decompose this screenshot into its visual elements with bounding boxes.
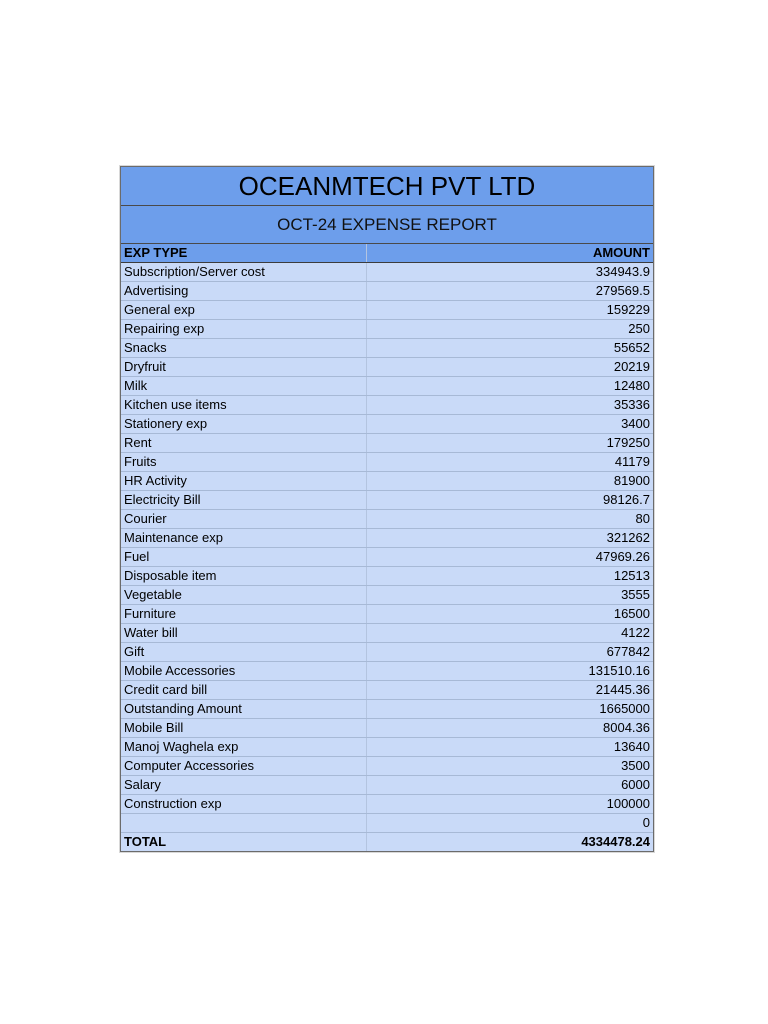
total-label: TOTAL (121, 833, 366, 852)
table-row (121, 282, 653, 301)
exp-type-cell: Fruits (121, 453, 366, 472)
table-row (121, 757, 653, 776)
exp-type-cell: Manoj Waghela exp (121, 738, 366, 757)
expense-rows (121, 263, 653, 833)
table-row (121, 434, 653, 453)
exp-type-cell: Mobile Accessories (121, 662, 366, 681)
amount-cell: 21445.36 (366, 681, 653, 700)
exp-type-cell: HR Activity (121, 472, 366, 491)
amount-cell: 3555 (366, 586, 653, 605)
exp-type-cell: Advertising (121, 282, 366, 301)
amount-cell: 0 (366, 814, 653, 833)
exp-type-cell: Dryfruit (121, 358, 366, 377)
exp-type-cell: Water bill (121, 624, 366, 643)
amount-cell: 47969.26 (366, 548, 653, 567)
exp-type-cell: Fuel (121, 548, 366, 567)
exp-type-cell: Electricity Bill (121, 491, 366, 510)
amount-cell: 35336 (366, 396, 653, 415)
exp-type-cell: Milk (121, 377, 366, 396)
table-row (121, 567, 653, 586)
column-header-amount: AMOUNT (366, 244, 653, 263)
table-row (121, 586, 653, 605)
exp-type-cell: Maintenance exp (121, 529, 366, 548)
exp-type-cell: Outstanding Amount (121, 700, 366, 719)
total-row (121, 833, 653, 852)
expense-report-sheet (120, 166, 654, 852)
exp-type-cell (121, 814, 366, 833)
table-row (121, 776, 653, 795)
amount-cell: 179250 (366, 434, 653, 453)
table-row (121, 529, 653, 548)
table-row (121, 472, 653, 491)
amount-cell: 321262 (366, 529, 653, 548)
amount-cell: 3400 (366, 415, 653, 434)
table-row (121, 396, 653, 415)
amount-cell: 12480 (366, 377, 653, 396)
amount-cell: 100000 (366, 795, 653, 814)
table-row (121, 795, 653, 814)
amount-cell: 13640 (366, 738, 653, 757)
amount-cell: 159229 (366, 301, 653, 320)
amount-cell: 98126.7 (366, 491, 653, 510)
amount-cell: 20219 (366, 358, 653, 377)
table-row (121, 605, 653, 624)
table-row (121, 301, 653, 320)
exp-type-cell: Furniture (121, 605, 366, 624)
amount-cell: 8004.36 (366, 719, 653, 738)
exp-type-cell: Subscription/Server cost (121, 263, 366, 282)
exp-type-cell: Credit card bill (121, 681, 366, 700)
amount-cell: 677842 (366, 643, 653, 662)
table-row (121, 624, 653, 643)
amount-cell: 131510.16 (366, 662, 653, 681)
expense-table (121, 244, 653, 851)
exp-type-cell: Courier (121, 510, 366, 529)
table-row (121, 738, 653, 757)
table-row (121, 814, 653, 833)
amount-cell: 12513 (366, 567, 653, 586)
table-row (121, 453, 653, 472)
company-name: OCEANMTECH PVT LTD (121, 167, 653, 206)
table-row (121, 320, 653, 339)
exp-type-cell: Rent (121, 434, 366, 453)
amount-cell: 279569.5 (366, 282, 653, 301)
exp-type-cell: Mobile Bill (121, 719, 366, 738)
report-title: OCT-24 EXPENSE REPORT (121, 206, 653, 244)
table-row (121, 377, 653, 396)
table-row (121, 510, 653, 529)
table-row (121, 415, 653, 434)
exp-type-cell: Salary (121, 776, 366, 795)
amount-cell: 3500 (366, 757, 653, 776)
total-amount: 4334478.24 (366, 833, 653, 852)
amount-cell: 334943.9 (366, 263, 653, 282)
table-row (121, 719, 653, 738)
table-row (121, 681, 653, 700)
exp-type-cell: Kitchen use items (121, 396, 366, 415)
table-row (121, 548, 653, 567)
table-row (121, 700, 653, 719)
exp-type-cell: Vegetable (121, 586, 366, 605)
exp-type-cell: Gift (121, 643, 366, 662)
amount-cell: 6000 (366, 776, 653, 795)
table-row (121, 662, 653, 681)
amount-cell: 55652 (366, 339, 653, 358)
table-row (121, 339, 653, 358)
exp-type-cell: Stationery exp (121, 415, 366, 434)
table-row (121, 643, 653, 662)
amount-cell: 16500 (366, 605, 653, 624)
column-header-exp-type: EXP TYPE (121, 244, 366, 263)
amount-cell: 80 (366, 510, 653, 529)
exp-type-cell: Snacks (121, 339, 366, 358)
table-row (121, 263, 653, 282)
header-row (121, 244, 653, 263)
amount-cell: 4122 (366, 624, 653, 643)
table-row (121, 491, 653, 510)
exp-type-cell: Construction exp (121, 795, 366, 814)
exp-type-cell: Disposable item (121, 567, 366, 586)
exp-type-cell: Computer Accessories (121, 757, 366, 776)
table-row (121, 358, 653, 377)
amount-cell: 250 (366, 320, 653, 339)
amount-cell: 1665000 (366, 700, 653, 719)
amount-cell: 41179 (366, 453, 653, 472)
exp-type-cell: Repairing exp (121, 320, 366, 339)
amount-cell: 81900 (366, 472, 653, 491)
exp-type-cell: General exp (121, 301, 366, 320)
